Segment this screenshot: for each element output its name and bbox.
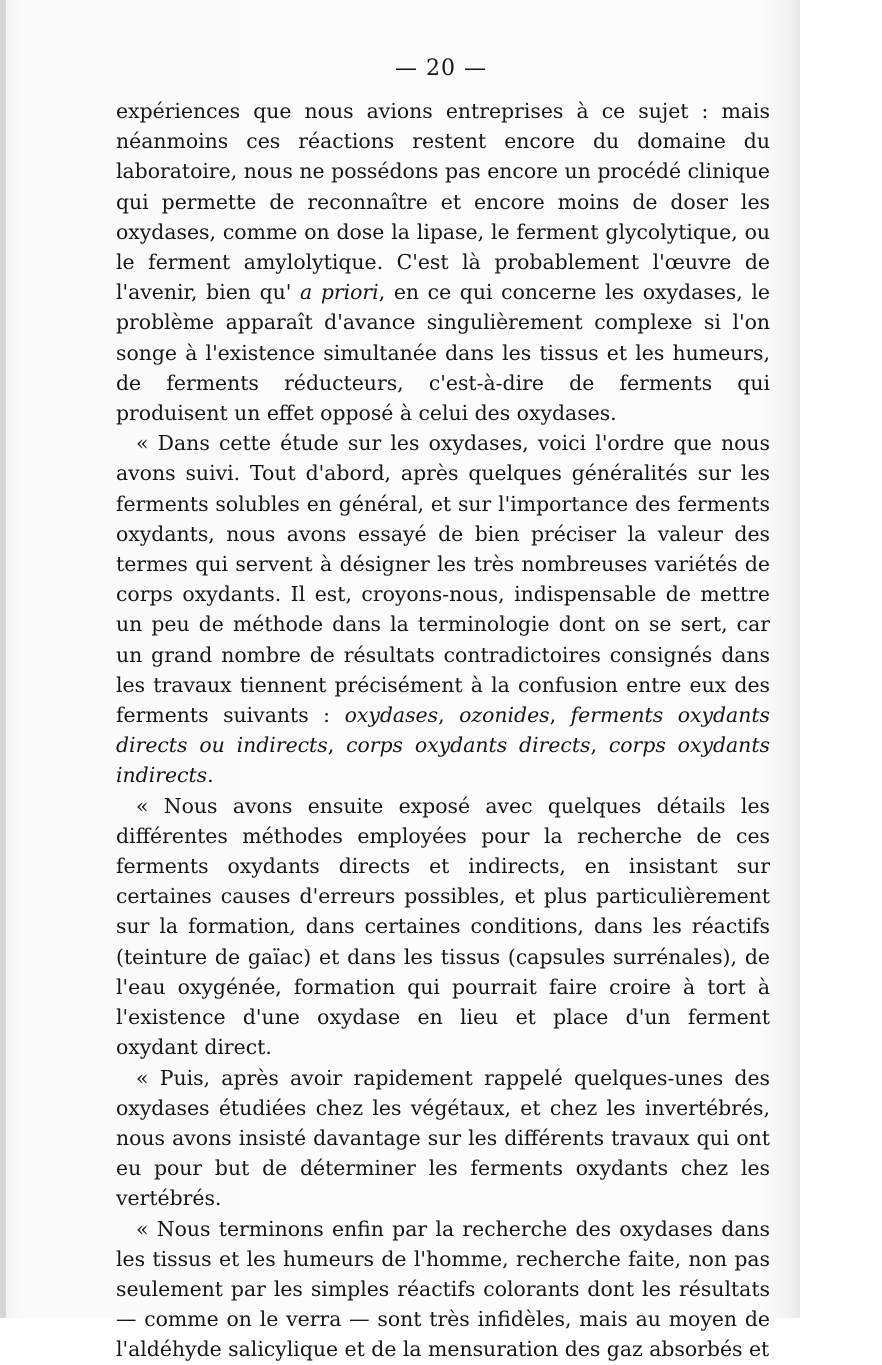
body-text — [116, 96, 770, 1365]
italic-text-run: a priori — [300, 280, 379, 305]
italic-text-run: corps oxydants indirects — [116, 733, 770, 788]
italic-text-run: corps oxydants directs — [346, 733, 591, 758]
italic-text-run: ferments oxydants directs ou indirects — [116, 703, 770, 758]
page-edge-shadow — [0, 0, 6, 1318]
paragraph — [116, 1214, 770, 1365]
text-run: expériences que nous avions entreprises à ce sujet : mais néanmoins ces réactions restent encore du domaine du laboratoire, nous ne possédons pas encore un procédé clinique qui permette de reconnaître et encore moins de doser les oxydases, comme on dose la lipase, le ferment glycolytique, ou le ferment amylolytique. C'est là probablement l'œuvre de l'avenir, bien qu' — [116, 99, 770, 305]
text-run: . — [207, 763, 214, 788]
italic-text-run: ozonides — [459, 703, 550, 728]
text-run: , en ce qui concerne les oxydases, le problème apparaît d'avance singulièrement complexe si l'on songe à l'existence simultanée dans les tissus et les humeurs, de ferments réducteurs, c'est-à-dire de ferments qui produisent un effet opposé à celui des oxydases. — [116, 280, 770, 426]
text-run: « Nous avons ensuite exposé avec quelques détails les différentes méthodes employées pour la recherche de ces ferments oxydants directs et indirects, en insistant sur certaines causes d'erreurs possibles, et plus particulièrement sur la formation, dans certaines conditions, dans les réactifs (teinture de gaïac) et dans les tissus (capsules surrénales), de l'eau oxygénée, formation qui pourrait faire croire à tort à l'existence d'une oxydase en lieu et place d'un ferment oxydant direct. — [116, 793, 770, 1060]
paragraph — [116, 1063, 770, 1214]
text-run: « Nous terminons enfin par la recherche des oxydases dans les tissus et les humeurs de l'homme, recherche faite, non pas seulement par les simples réactifs colorants dont les résultats — comme on le verra — sont très infidèles, mais au moyen de l'aldéhyde salicylique et de la mensuration des gaz absorbés et — [116, 1216, 770, 1362]
page-number: — 20 — — [395, 56, 487, 81]
text-run: , — [438, 703, 460, 728]
italic-text-run: oxydases — [344, 703, 439, 728]
text-run: , — [590, 733, 609, 758]
paragraph — [116, 791, 770, 1063]
paragraph — [116, 96, 770, 428]
paragraph — [116, 428, 770, 790]
text-run: , — [327, 733, 347, 758]
text-run: « Puis, après avoir rapidement rappelé quelques-unes des oxydases étudiées chez les végétaux, et chez les invertébrés, nous avons insisté davantage sur les différents travaux qui ont eu pour but de déterminer les ferments oxydants chez les vertébrés. — [116, 1065, 770, 1211]
text-run: , — [549, 703, 571, 728]
text-run: « Dans cette étude sur les oxydases, voici l'ordre que nous avons suivi. Tout d'abord, après quelques généralités sur les ferments solubles en général, et sur l'importance des ferments oxydants, nous avons essayé de bien préciser la valeur des termes qui servent à désigner les très nombreuses variétés de corps oxydants. Il est, croyons-nous, indispensable de mettre un peu de méthode dans la terminologie dont on se sert, car un grand nombre de résultats contradictoires consignés dans les travaux tiennent précisément à la confusion entre eux des ferments suivants : — [116, 431, 770, 728]
